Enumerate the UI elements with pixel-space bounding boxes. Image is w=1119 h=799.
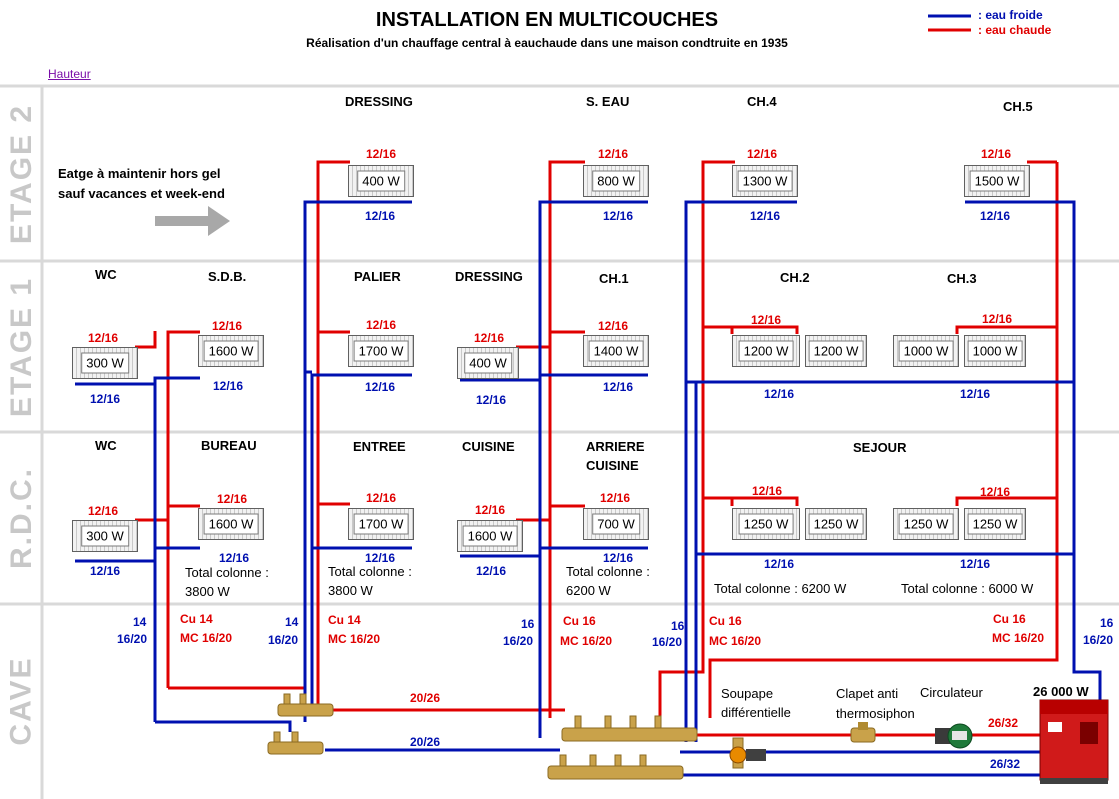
- hot-riser-size: Cu 14: [180, 612, 213, 626]
- column-total: Total colonne : 6000 W: [901, 581, 1034, 596]
- radiator-power: 1600 W: [204, 514, 259, 535]
- radiator: [72, 520, 138, 552]
- cold-riser-size: 16/20: [117, 632, 148, 646]
- radiator-power: 1600 W: [463, 526, 518, 547]
- radiator-power: 300 W: [81, 526, 129, 547]
- radiator: [805, 335, 867, 367]
- hot-pipe-size: 12/16: [752, 484, 783, 498]
- room-label: CH.2: [780, 270, 810, 285]
- radiator: [348, 165, 414, 197]
- radiator: [964, 508, 1026, 540]
- hot-riser-size: Cu 16: [563, 614, 596, 628]
- cold-pipe-size: 12/16: [603, 551, 634, 565]
- radiator: [348, 508, 414, 540]
- radiator-power: 1500 W: [970, 171, 1025, 192]
- hot-pipe-size: 12/16: [981, 147, 1012, 161]
- hot-pipe-size: 12/16: [217, 492, 248, 506]
- room-label: S.D.B.: [208, 269, 247, 284]
- hot-pipe-size: 12/16: [88, 504, 119, 518]
- clapet-label: thermosiphon: [836, 706, 915, 721]
- radiator-power: 1600 W: [204, 341, 259, 362]
- cold-pipe-size: 12/16: [219, 551, 250, 565]
- level-etage2: ETAGE 2: [5, 103, 39, 245]
- note-line-1: Eatge à maintenir hors gel: [58, 166, 221, 181]
- cold-pipe-size: 12/16: [90, 392, 121, 406]
- room-label: BUREAU: [201, 438, 257, 453]
- room-label: S. EAU: [586, 94, 630, 109]
- radiator: [198, 508, 264, 540]
- cold-pipe-size: 12/16: [476, 393, 507, 407]
- cold-pipe-size: 12/16: [960, 387, 991, 401]
- radiator: [805, 508, 867, 540]
- room-label: DRESSING: [345, 94, 413, 109]
- hot-pipe-size: 12/16: [598, 319, 629, 333]
- radiator-power: 400 W: [357, 171, 405, 192]
- room-label: WC: [95, 267, 117, 282]
- cold-pipe-size: 12/16: [365, 380, 396, 394]
- radiator-power: 300 W: [81, 353, 129, 374]
- page-subtitle: Réalisation d'un chauffage central à eauchaude dans une maison condtruite en 1935: [306, 36, 788, 50]
- hot-pipe-size: 12/16: [366, 147, 397, 161]
- room-label: CUISINE: [586, 458, 639, 473]
- cold-pipe-size: 12/16: [764, 557, 795, 571]
- hot-riser-size: MC 16/20: [709, 634, 762, 648]
- radiator: [72, 347, 138, 379]
- radiator: [457, 347, 519, 379]
- hot-riser-size: Cu 16: [993, 612, 1026, 626]
- radiator: [348, 335, 414, 367]
- hot-pipe-size: 12/16: [366, 491, 397, 505]
- room-label: CH.5: [1003, 99, 1033, 114]
- radiator: [732, 165, 798, 197]
- main-hot-pipe-size: 20/26: [410, 691, 441, 705]
- room-label: PALIER: [354, 269, 401, 284]
- soupape-label: différentielle: [721, 705, 791, 720]
- cold-riser-size: 16: [1100, 616, 1114, 630]
- hot-riser-size: MC 16/20: [992, 631, 1045, 645]
- cold-pipe-size: 12/16: [476, 564, 507, 578]
- radiator-power: 1250 W: [899, 514, 954, 535]
- radiator: [457, 520, 523, 552]
- room-label: SEJOUR: [853, 440, 907, 455]
- room-label: CUISINE: [462, 439, 515, 454]
- level-cave: CAVE: [5, 656, 38, 746]
- hot-pipe-size: 12/16: [475, 503, 506, 517]
- cold-riser-size: 14: [133, 615, 147, 629]
- cold-riser-size: 16: [521, 617, 535, 631]
- legend-cold-label: : eau froide: [978, 8, 1043, 22]
- hauteur-link[interactable]: Hauteur: [48, 67, 91, 81]
- radiator-power: 1250 W: [968, 514, 1023, 535]
- radiator-power: 400 W: [464, 353, 512, 374]
- column-total-label: Total colonne :: [328, 564, 412, 579]
- circulateur-label: Circulateur: [920, 685, 983, 700]
- cold-pipe-size: 12/16: [365, 209, 396, 223]
- cold-pipe-size: 12/16: [603, 380, 634, 394]
- level-rdc: R.D.C.: [5, 467, 38, 569]
- boiler-cold-pipe-size: 26/32: [990, 757, 1021, 771]
- radiator: [583, 165, 649, 197]
- radiator: [964, 165, 1030, 197]
- radiator: [583, 508, 649, 540]
- radiator-power: 1200 W: [809, 341, 864, 362]
- radiator: [893, 335, 959, 367]
- cold-pipe-size: 12/16: [365, 551, 396, 565]
- hot-riser-size: MC 16/20: [328, 632, 381, 646]
- room-label: DRESSING: [455, 269, 523, 284]
- room-label: CH.3: [947, 271, 977, 286]
- cold-riser-size: 14: [285, 615, 299, 629]
- hot-pipe-size: 12/16: [747, 147, 778, 161]
- hot-riser-size: Cu 16: [709, 614, 742, 628]
- column-total-value: 3800 W: [328, 583, 373, 598]
- hot-pipe-size: 12/16: [982, 312, 1013, 326]
- column-total-value: 6200 W: [566, 583, 611, 598]
- hot-pipe-size: 12/16: [600, 491, 631, 505]
- cold-riser-size: 16: [671, 619, 685, 633]
- cold-pipe-size: 12/16: [603, 209, 634, 223]
- room-label: CH.4: [747, 94, 777, 109]
- arrow-right-icon: [155, 206, 230, 236]
- boiler-hot-pipe-size: 26/32: [988, 716, 1019, 730]
- radiator: [732, 335, 800, 367]
- radiator-power: 1000 W: [899, 341, 954, 362]
- note-line-2: sauf vacances et week-end: [58, 186, 225, 201]
- room-label: CH.1: [599, 271, 629, 286]
- radiator-power: 1300 W: [738, 171, 793, 192]
- room-label: ENTREE: [353, 439, 406, 454]
- cold-pipe-size: 12/16: [960, 557, 991, 571]
- hot-pipe-size: 12/16: [598, 147, 629, 161]
- hot-pipe-size: 12/16: [88, 331, 119, 345]
- room-label: ARRIERE: [586, 439, 645, 454]
- hot-pipe-size: 12/16: [980, 485, 1011, 499]
- cold-pipe-size: 12/16: [213, 379, 244, 393]
- page-title: INSTALLATION EN MULTICOUCHES: [375, 9, 719, 31]
- boiler-power: 26 000 W: [1033, 684, 1089, 699]
- hot-pipe-size: 12/16: [474, 331, 505, 345]
- cold-riser-size: 16/20: [503, 634, 534, 648]
- valve-icon: [730, 738, 766, 768]
- soupape-label: Soupape: [721, 686, 774, 701]
- column-total-value: 3800 W: [185, 584, 230, 599]
- main-cold-pipe-size: 20/26: [410, 735, 441, 749]
- radiator: [583, 335, 649, 367]
- column-total: Total colonne : 6200 W: [714, 581, 847, 596]
- radiator-power: 1700 W: [354, 341, 409, 362]
- radiator: [198, 335, 264, 367]
- column-total-label: Total colonne :: [566, 564, 650, 579]
- hot-pipe-size: 12/16: [751, 313, 782, 327]
- radiator: [964, 335, 1026, 367]
- hot-pipe-size: 12/16: [212, 319, 243, 333]
- hot-riser-size: MC 16/20: [180, 631, 233, 645]
- radiator-power: 1700 W: [354, 514, 409, 535]
- radiator: [732, 508, 800, 540]
- hot-riser-size: Cu 14: [328, 613, 361, 627]
- radiator-power: 1000 W: [968, 341, 1023, 362]
- cold-pipe-size: 12/16: [980, 209, 1011, 223]
- clapet-label: Clapet anti: [836, 686, 899, 701]
- radiator: [893, 508, 959, 540]
- radiator-power: 800 W: [592, 171, 640, 192]
- column-total-label: Total colonne :: [185, 565, 269, 580]
- room-label: WC: [95, 438, 117, 453]
- radiator-power: 700 W: [592, 514, 640, 535]
- radiator-power: 1250 W: [739, 514, 794, 535]
- radiator-power: 1200 W: [739, 341, 794, 362]
- hot-riser-size: MC 16/20: [560, 634, 613, 648]
- cold-pipe-size: 12/16: [750, 209, 781, 223]
- radiator-power: 1400 W: [589, 341, 644, 362]
- boiler-icon: [1040, 700, 1108, 784]
- cold-riser-size: 16/20: [1083, 633, 1114, 647]
- legend-hot-label: : eau chaude: [978, 23, 1052, 37]
- cold-riser-size: 16/20: [268, 633, 299, 647]
- radiator-power: 1250 W: [809, 514, 864, 535]
- hot-pipe-size: 12/16: [366, 318, 397, 332]
- manifolds: [268, 691, 697, 779]
- cold-pipe-size: 12/16: [764, 387, 795, 401]
- check-valve-icon: [851, 722, 875, 742]
- cold-pipe-size: 12/16: [90, 564, 121, 578]
- cold-riser-size: 16/20: [652, 635, 683, 649]
- pump-icon: [935, 724, 972, 748]
- level-etage1: ETAGE 1: [5, 276, 39, 418]
